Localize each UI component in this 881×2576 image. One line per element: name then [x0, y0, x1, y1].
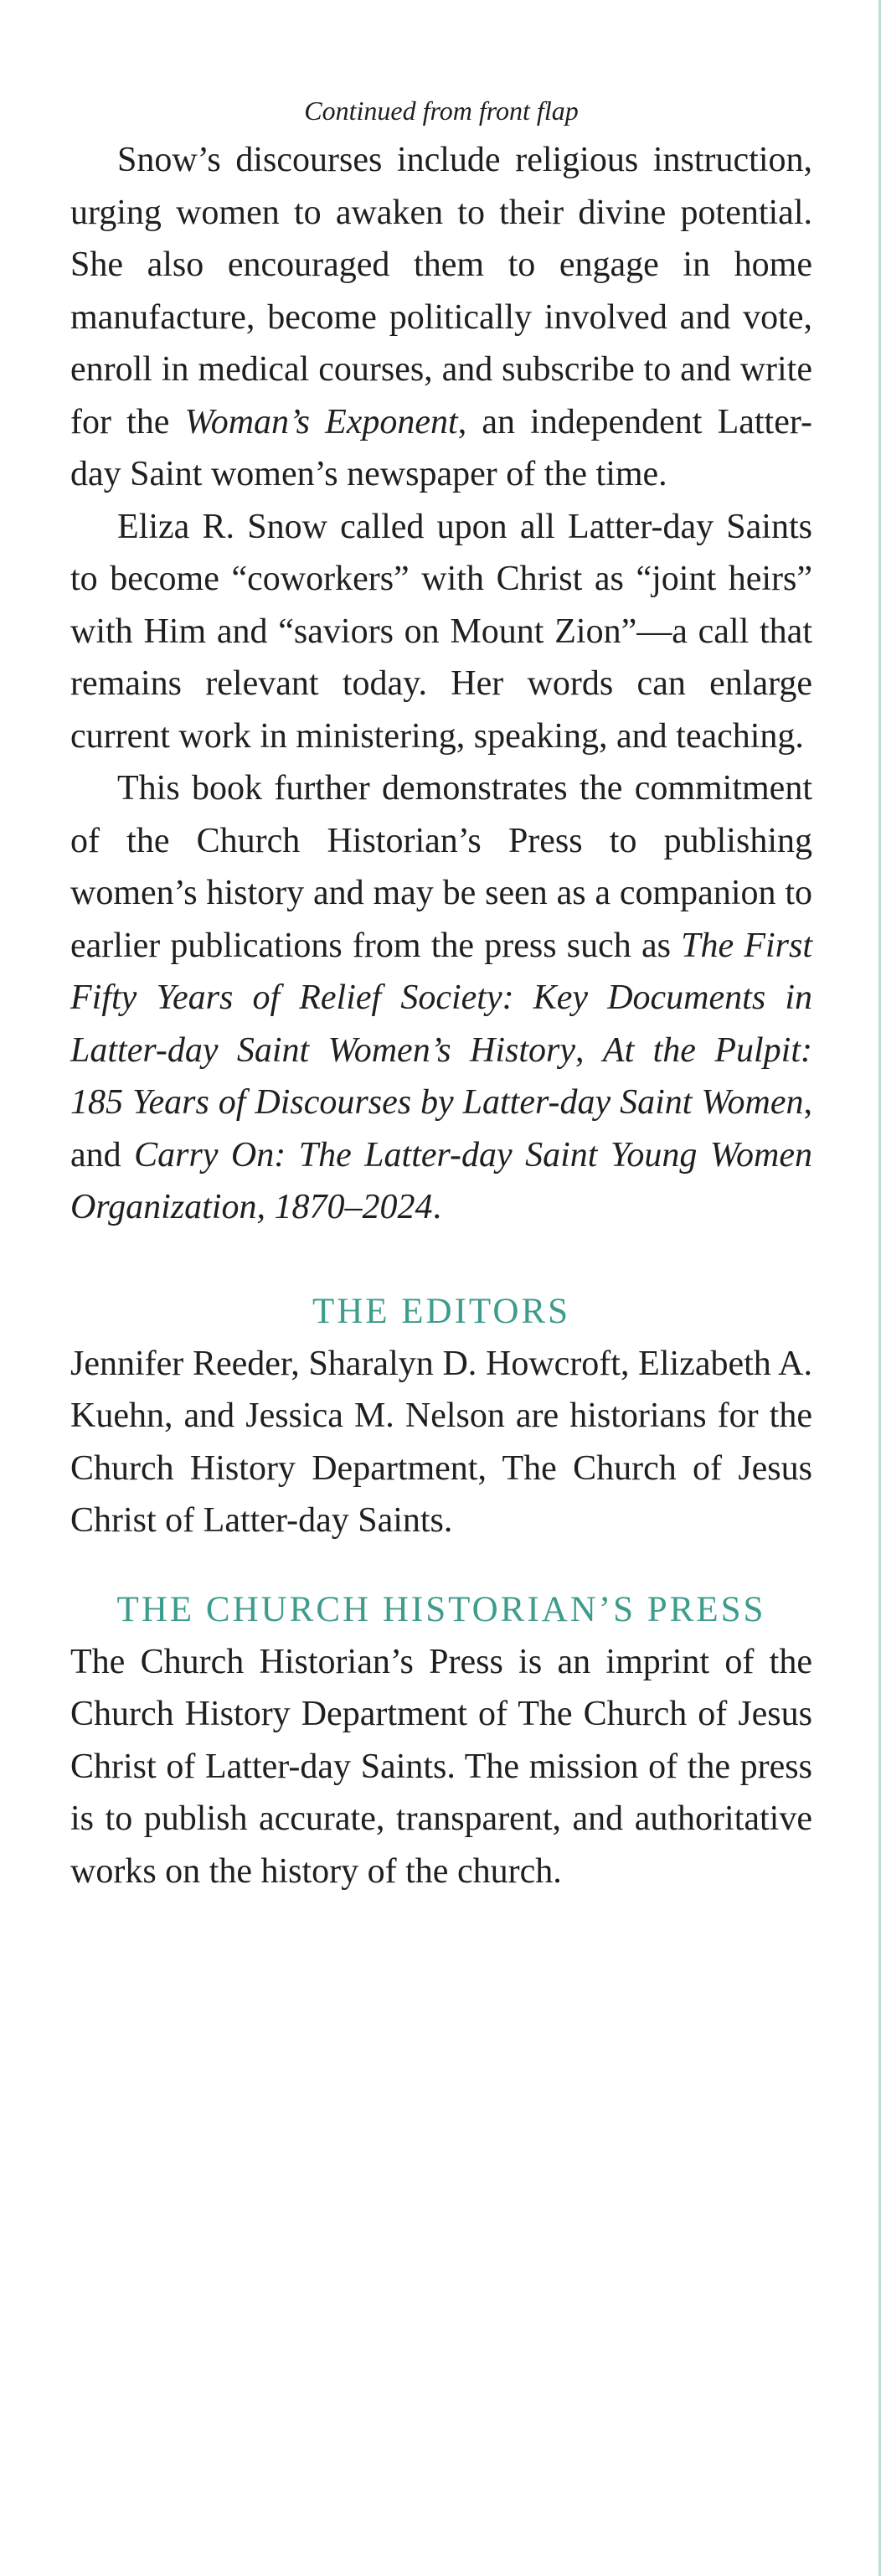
editors-heading: THE EDITORS: [312, 1291, 571, 1331]
paragraph-companion-intro: This book further demonstrates the commitment of the Church Historian’s Press to publishing women’s history and may be seen as a companion to earlier publications from the press such as: [70, 769, 812, 965]
title-separator: , and: [70, 1083, 812, 1174]
press-heading: THE CHURCH HISTORIAN’S PRESS: [116, 1589, 766, 1629]
back-flap-text: [70, 87, 812, 1897]
book-title-at-the-pulpit: At the Pulpit: 185 Years of Discourses by Latter-day Saint Women: [70, 1030, 812, 1122]
paragraph-discourses-text: Snow’s discourses include religious instruction, urging women to awaken to their divine potential. She also encouraged them to engage in home manufacture, become politically involved and vote, enroll in medical courses, and subscribe to and write for the: [70, 141, 812, 441]
book-title-carry-on: Carry On: The Latter-day Saint Young Women Organization, 1870–2024: [70, 1135, 812, 1226]
paragraph-companion: [70, 762, 812, 1234]
paragraph-discourses-end: , an independent Latter-day Saint women’s newspaper of the time.: [70, 402, 812, 493]
continued-note: Continued from front flap: [304, 96, 579, 126]
newspaper-title: Woman’s Exponent: [184, 402, 458, 441]
book-title-relief-society: The First Fifty Years of Relief Society: Key Documents in Latter-day Saint Women’s History: [70, 926, 812, 1070]
paragraph-discourses: [70, 134, 812, 501]
title-separator: ,: [575, 1030, 603, 1070]
press-description: The Church Historian’s Press is an imprint of the Church History Department of The Church of Jesus Christ of Latter-day Saints. The mission of the press is to publish accurate, transparent, and authoritative works on the history of the church.: [70, 1642, 812, 1891]
editors-bio: Jennifer Reeder, Sharalyn D. Howcroft, Elizabeth A. Kuehn, and Jessica M. Nelson are historians for the Church History Department, The Church of Jesus Christ of Latter-day Saints.: [70, 1344, 812, 1540]
paragraph-end-period: .: [432, 1188, 441, 1226]
paragraph-coworkers: Eliza R. Snow called upon all Latter-day Saints to become “coworkers” with Christ as “joint heirs” with Him and “saviors on Mount Zion”—a call that remains relevant today. Her words can enlarge current work in ministering, speaking, and teaching.: [70, 507, 812, 756]
